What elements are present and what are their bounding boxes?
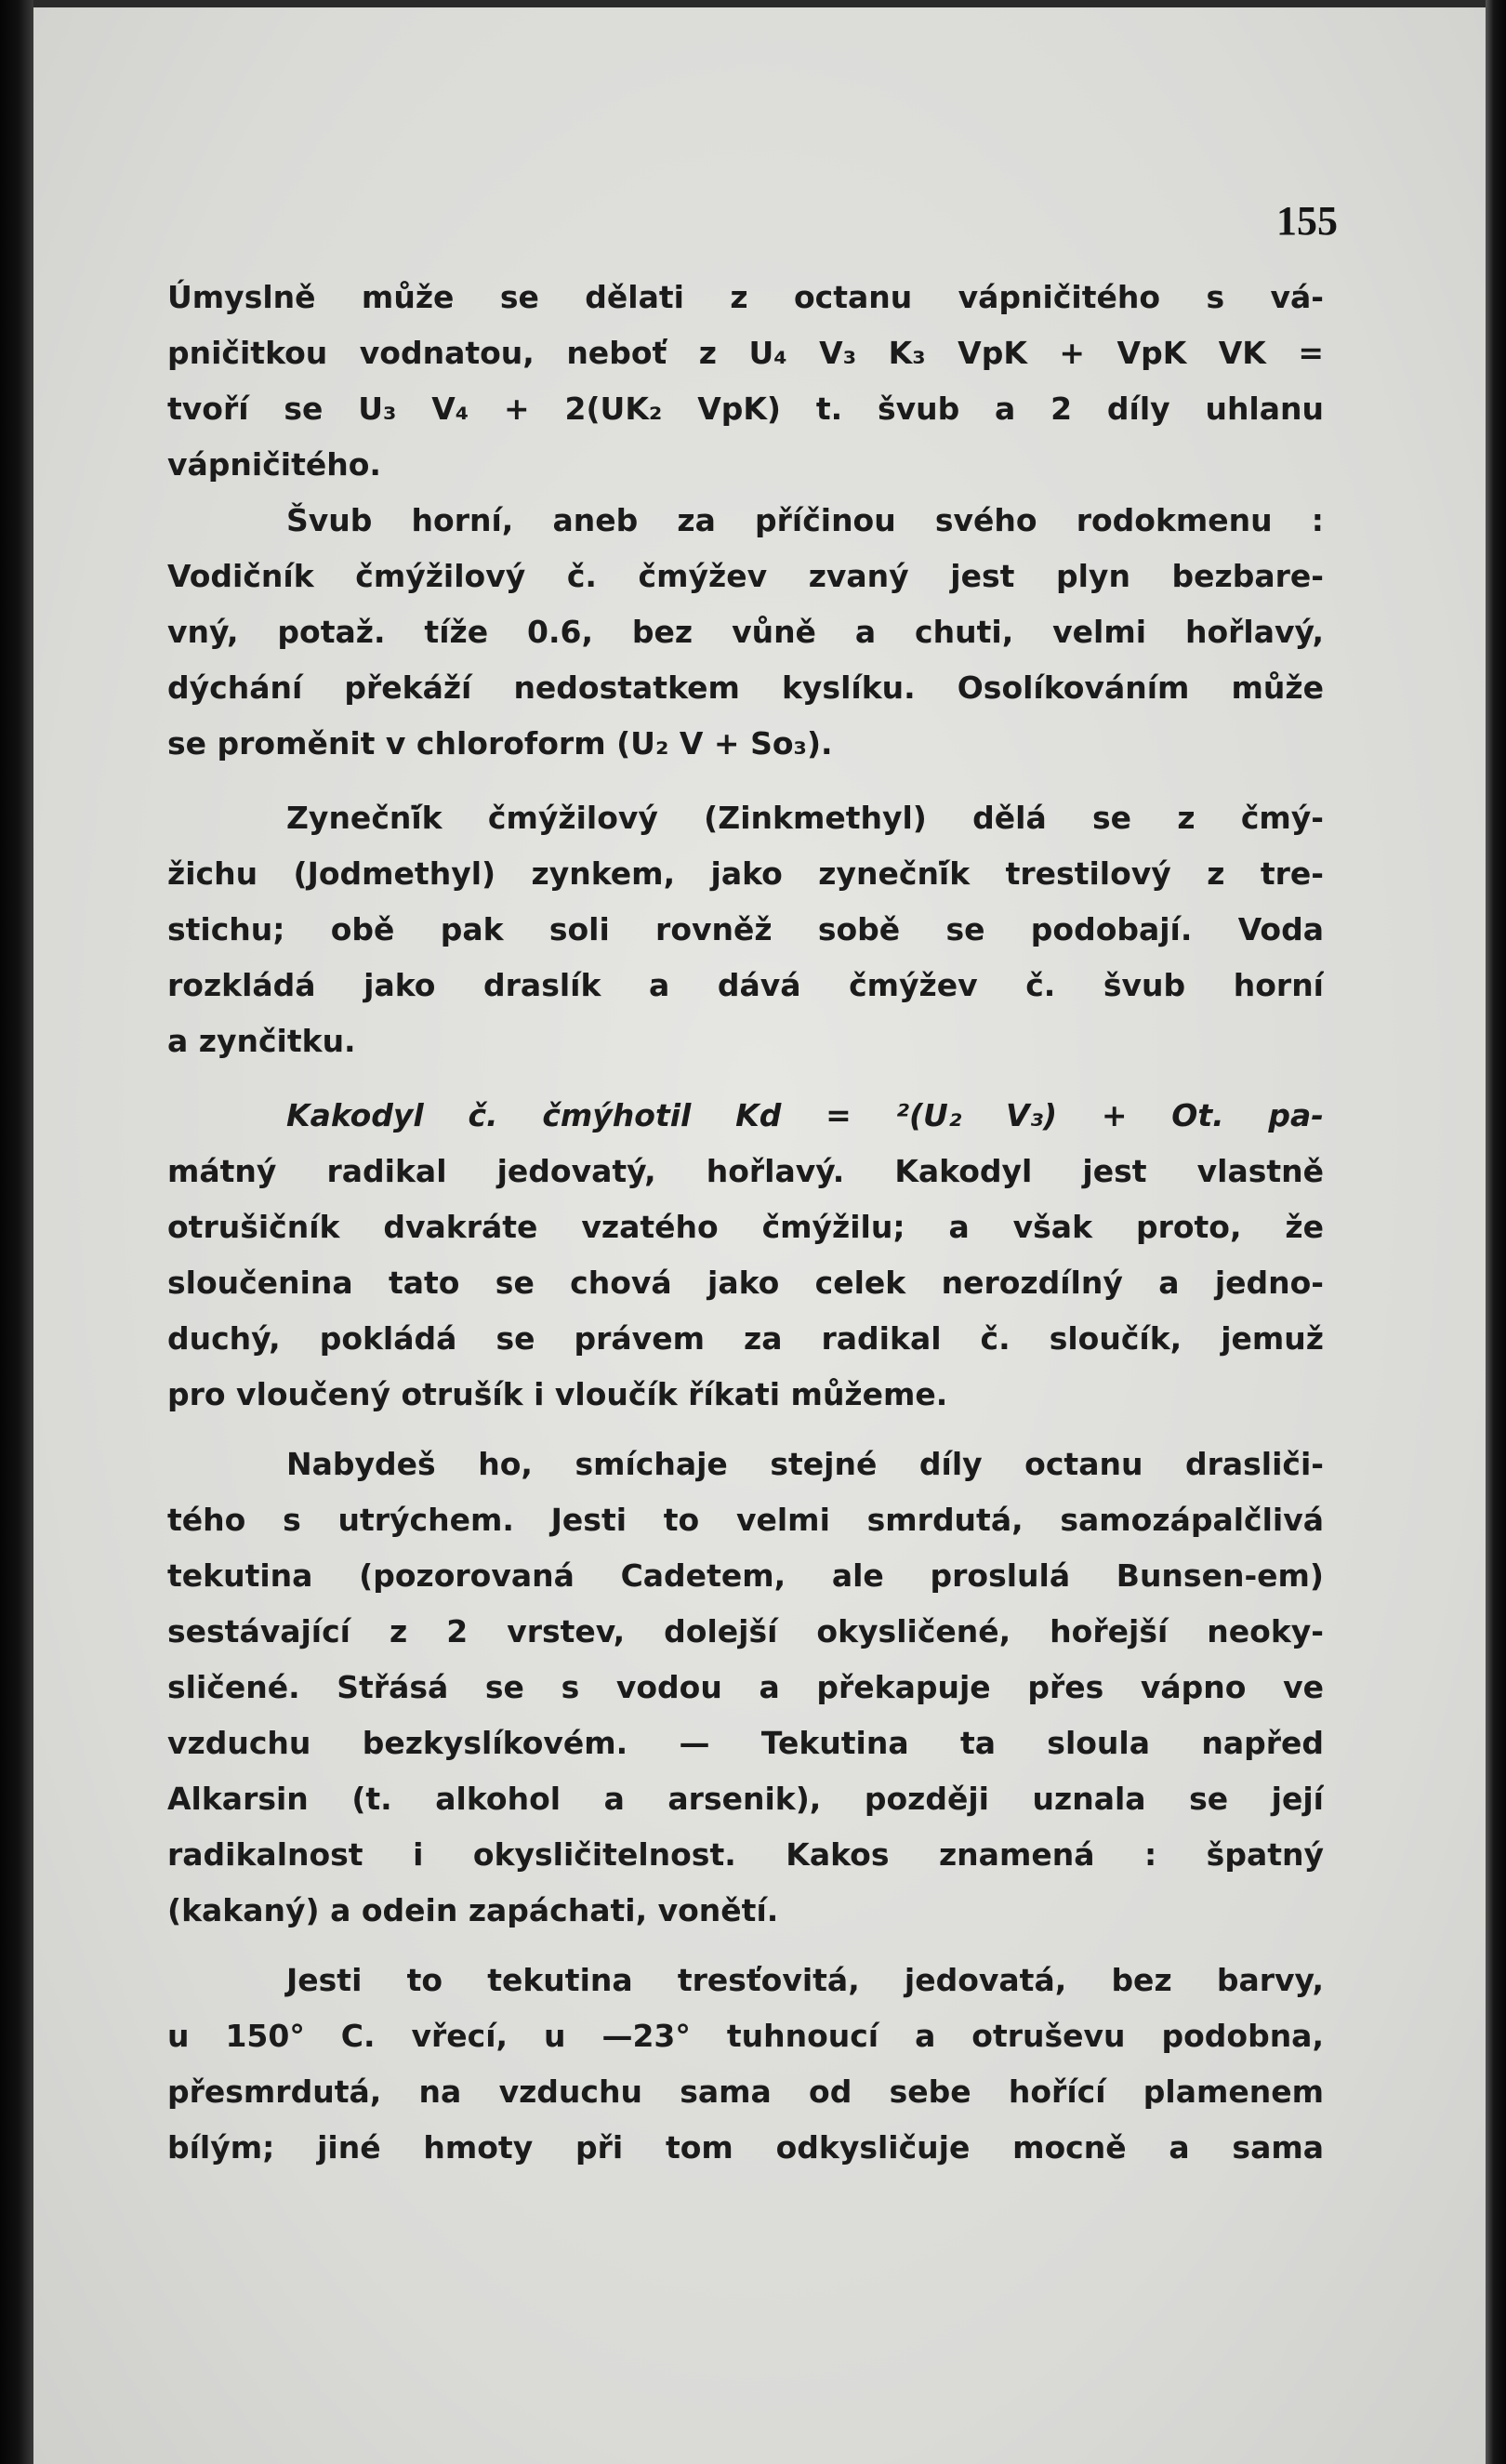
text-line: vný, potaž. tíže 0.6, bez vůně a chuti, velmi hořlavý, xyxy=(167,614,1324,650)
text-line: se proměnit v chloroform (U₂ V + So₃). xyxy=(167,725,833,762)
scan-right-edge xyxy=(1486,0,1506,2464)
text-line: Úmyslně může se dělati z octanu vápničitého s vá- xyxy=(167,279,1324,315)
text-line: dýchání překáží nedostatkem kyslíku. Osolíkováním může xyxy=(167,669,1324,706)
text-line: žichu (Jodmethyl) zynkem, jako zyneční̇k trestilový z tre- xyxy=(167,855,1324,892)
text-line: radikalnost i okysličitelnost. Kakos znamená : špatný xyxy=(167,1836,1324,1873)
text-line: Nabydeš ho, smíchaje stejné díly octanu drasliči- xyxy=(286,1446,1324,1482)
text-line: u 150° C. vřecí, u —23° tuhnoucí a otruševu podobna, xyxy=(167,2018,1324,2054)
scan-top-edge xyxy=(0,0,1506,7)
text-line: tekutina (pozorovaná Cadetem, ale proslulá Bunsen-em) xyxy=(167,1557,1324,1594)
text-line: tého s utrýchem. Jesti to velmi smrdutá, samozápalčlivá xyxy=(167,1502,1324,1538)
text-line: (kakaný) a odein zapáchati, vonětí. xyxy=(167,1892,779,1928)
text-line: Jesti to tekutina tresťovitá, jedovatá, bez barvy, xyxy=(286,1962,1324,1998)
text-line: Kakodyl č. čmýhotil Kd = ²(U₂ V₃) + Ot. pa- xyxy=(286,1097,1324,1133)
text-line: Zyneční̇k čmýžilový (Zinkmethyl) dělá se z čmý- xyxy=(286,800,1324,836)
text-line: vápničitého. xyxy=(167,446,381,483)
text-line: sličené. Střásá se s vodou a překapuje přes vápno ve xyxy=(167,1669,1324,1705)
text-line: sloučenina tato se chová jako celek nerozdílný a jedno- xyxy=(167,1265,1324,1301)
page-number: 155 xyxy=(1276,198,1338,244)
text-line: přesmrdutá, na vzduchu sama od sebe hořící plamenem xyxy=(167,2073,1324,2110)
text-line: pro vloučený otrušík i vloučík říkati můžeme. xyxy=(167,1376,948,1412)
text-line: bílým; jiné hmoty při tom odkysličuje mocně a sama xyxy=(167,2129,1324,2166)
text-line: tvoří se U₃ V₄ + 2(UK₂ VpK) t. švub a 2 díly uhlanu xyxy=(167,391,1324,427)
text-line: Alkarsin (t. alkohol a arsenik), později uznala se její xyxy=(167,1781,1324,1817)
text-line: sestávající z 2 vrstev, dolejší okysličené, hořejší neoky- xyxy=(167,1613,1324,1649)
text-line: Vodičník čmýžilový č. čmýžev zvaný jest plyn bezbare- xyxy=(167,558,1324,594)
text-line: otrušičník dvakráte vzatého čmýžilu; a však proto, že xyxy=(167,1209,1324,1245)
text-line: a zynčitku. xyxy=(167,1023,356,1059)
text-line: pničitkou vodnatou, neboť z U₄ V₃ K₃ VpK + VpK VK = xyxy=(167,335,1324,371)
scan-left-edge xyxy=(0,0,33,2464)
text-line: duchý, pokládá se právem za radikal č. sloučík, jemuž xyxy=(167,1320,1324,1357)
text-line: mátný radikal jedovatý, hořlavý. Kakodyl jest vlastně xyxy=(167,1153,1324,1189)
text-line: Švub horní, aneb za příčinou svého rodokmenu : xyxy=(286,502,1324,538)
text-line: stichu; obě pak soli rovněž sobě se podobají. Voda xyxy=(167,911,1324,947)
text-line: rozkládá jako draslík a dává čmýžev č. švub horní xyxy=(167,967,1324,1003)
text-line: vzduchu bezkyslíkovém. — Tekutina ta sloula napřed xyxy=(167,1725,1324,1761)
